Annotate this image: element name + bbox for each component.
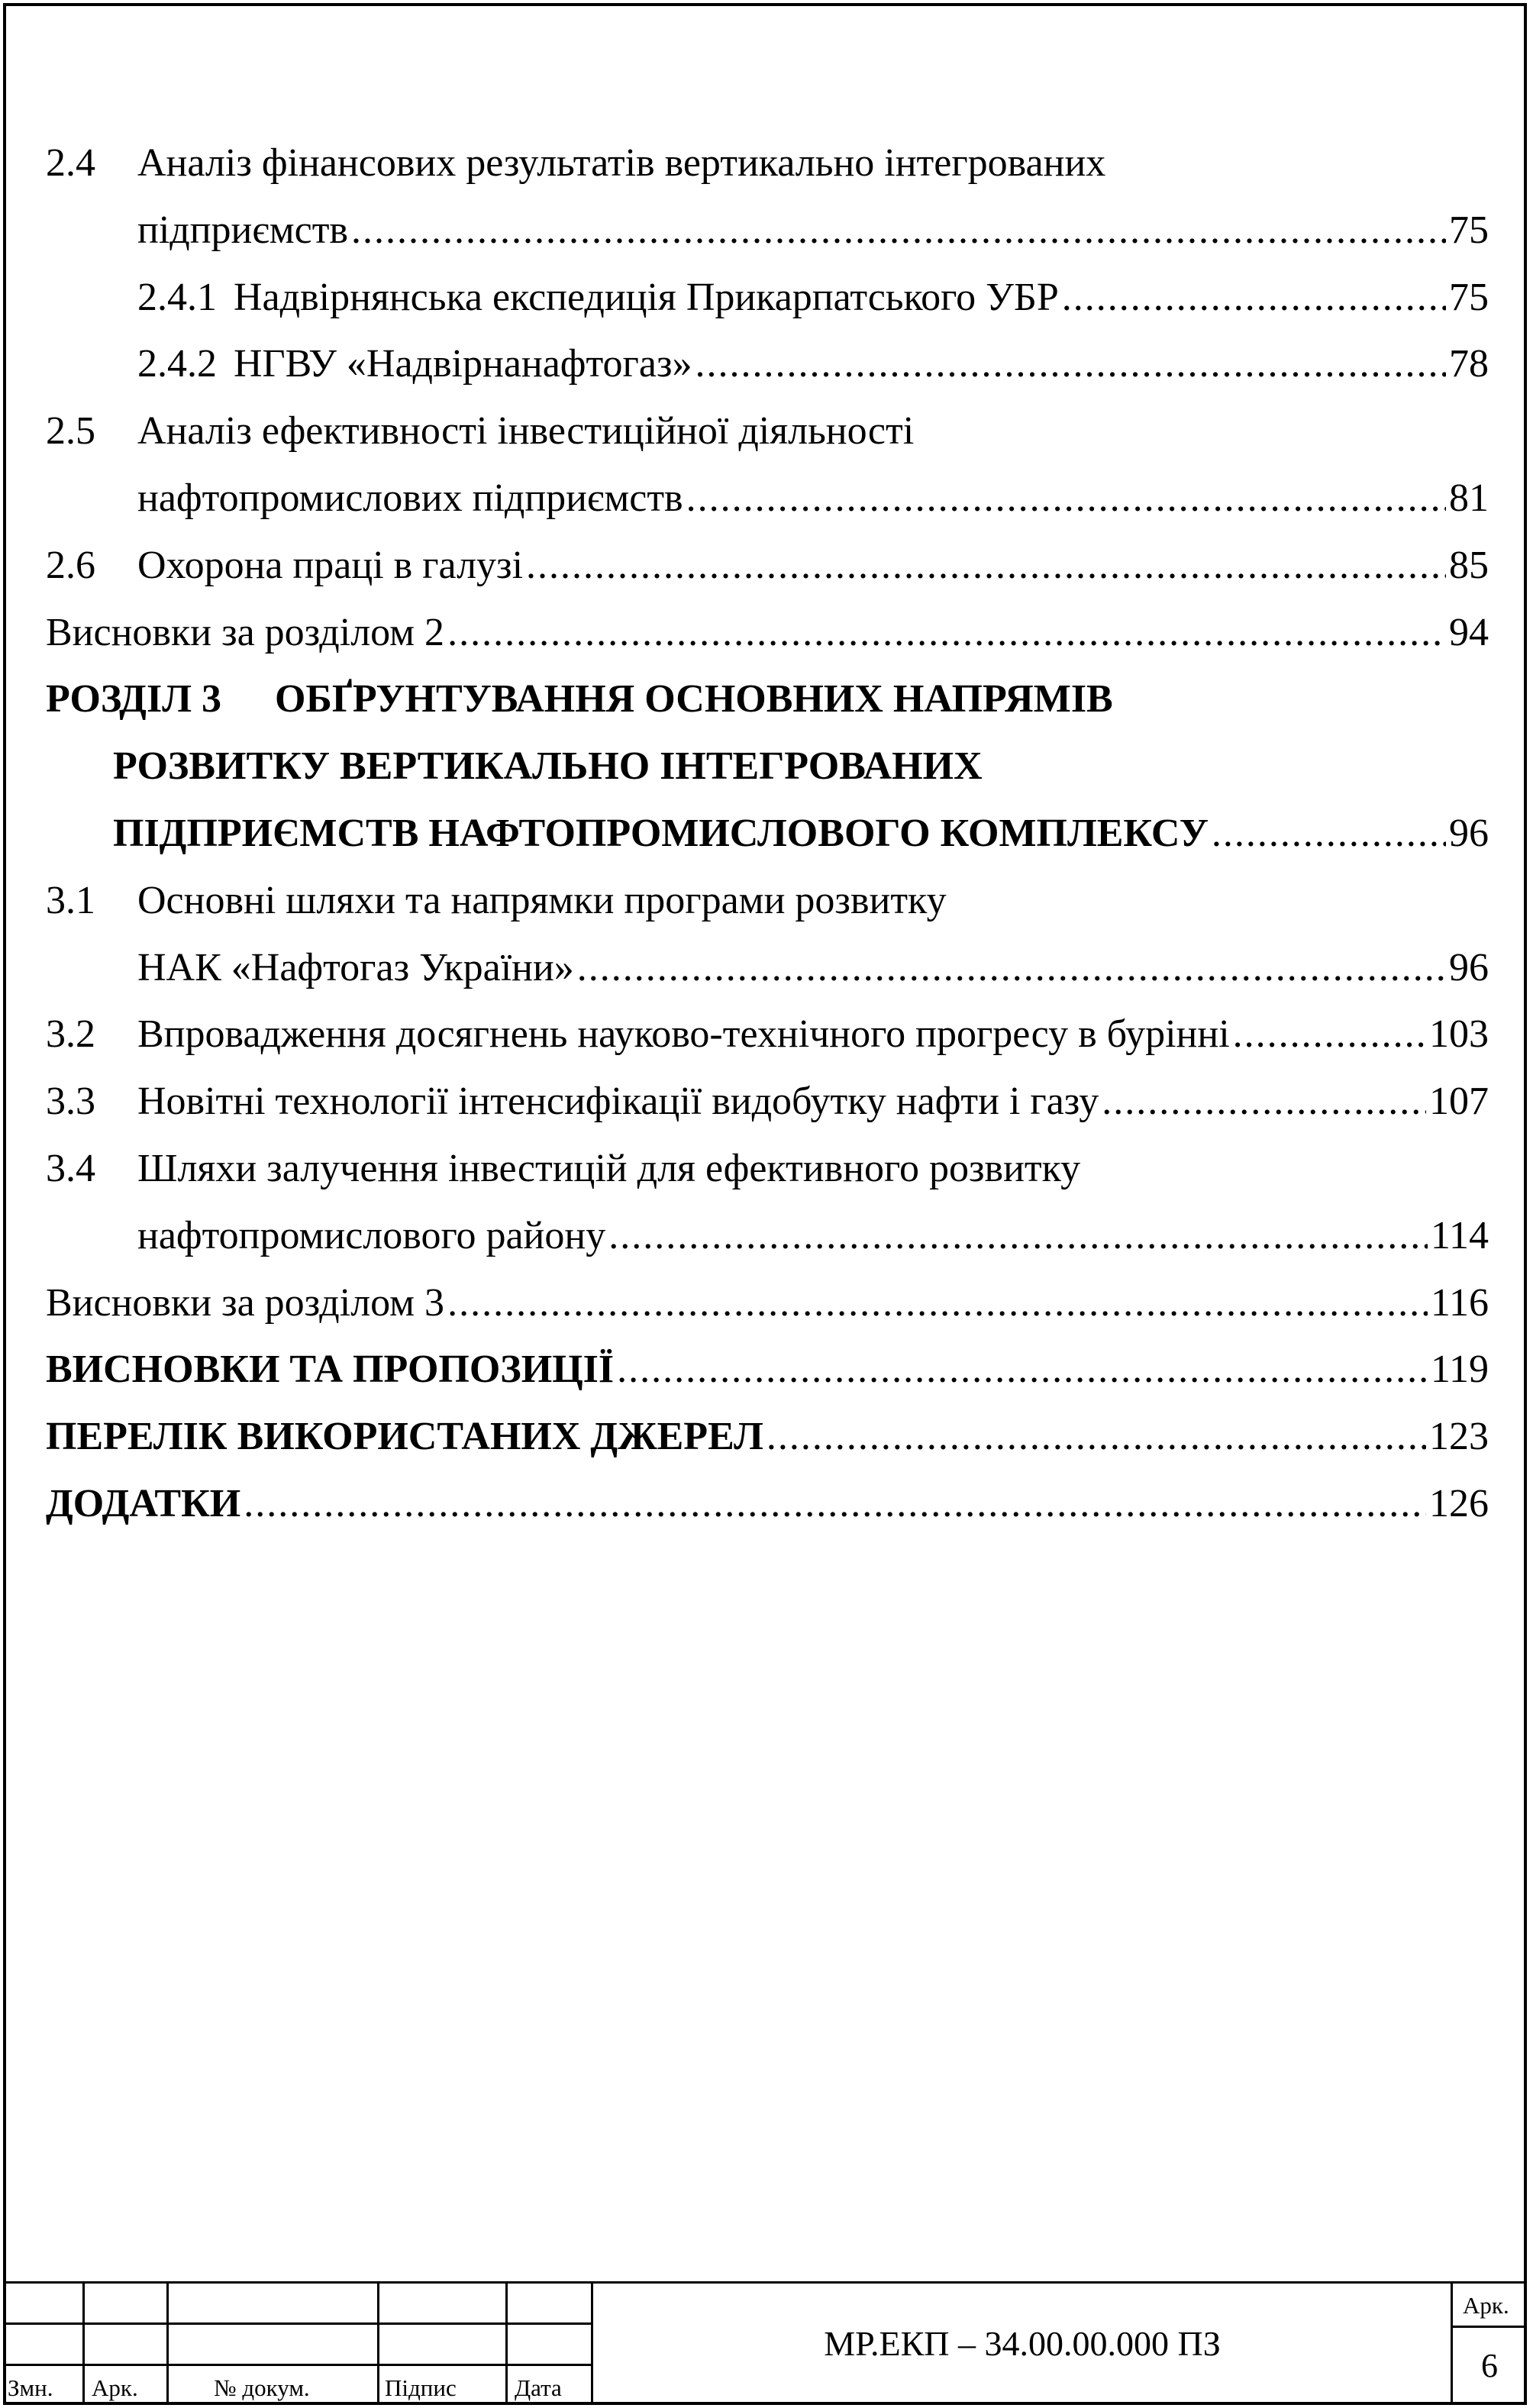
toc-page-number: 126 bbox=[1429, 1481, 1489, 1525]
toc-entry-2-5-cont bbox=[46, 465, 1489, 532]
toc-chapter-label: РОЗДІЛ 3 bbox=[46, 677, 221, 721]
toc-text: ВИСНОВКИ ТА ПРОПОЗИЦІЇ bbox=[46, 1348, 615, 1392]
title-block-col-line bbox=[505, 2281, 508, 2405]
toc-page-number: 119 bbox=[1430, 1348, 1489, 1392]
toc-page-number: 78 bbox=[1449, 342, 1489, 386]
toc-text: Висновки за розділом 2 bbox=[46, 610, 445, 654]
toc-entry-2-5 bbox=[46, 398, 1489, 465]
toc-leader bbox=[447, 599, 1446, 667]
toc-page-number: 96 bbox=[1449, 811, 1489, 855]
toc-text: Впровадження досягнень науково-технічного прогресу в бурінні bbox=[137, 1012, 1230, 1057]
toc-text: Охорона праці в галузі bbox=[137, 543, 524, 587]
toc-leader bbox=[351, 197, 1446, 264]
label-sheet: Арк. bbox=[1463, 2292, 1509, 2319]
toc-entry-3-1 bbox=[46, 867, 1489, 934]
toc-entry-3-4 bbox=[46, 1135, 1489, 1202]
title-block-col-line bbox=[166, 2281, 169, 2405]
toc-text: ПІДПРИЄМСТВ НАФТОПРОМИСЛОВОГО КОМПЛЕКСУ bbox=[113, 811, 1209, 855]
document-code: МР.ЕКП – 34.00.00.000 ПЗ bbox=[824, 2323, 1221, 2363]
toc-leader bbox=[608, 1202, 1428, 1270]
toc-entry-references bbox=[46, 1403, 1489, 1470]
toc-entry-chapter-3 bbox=[46, 666, 1489, 733]
toc-text: Шляхи залучення інвестицій для ефективного розвитку bbox=[137, 1146, 1081, 1190]
toc-leader bbox=[526, 532, 1446, 599]
toc-text: Основні шляхи та напрямки програми розвитку bbox=[137, 878, 947, 922]
label-document-number: № докум. bbox=[214, 2374, 310, 2401]
toc-leader bbox=[1062, 264, 1446, 331]
toc-page-number: 75 bbox=[1449, 275, 1489, 319]
toc-text: ПЕРЕЛІК ВИКОРИСТАНИХ ДЖЕРЕЛ bbox=[46, 1415, 763, 1459]
label-date: Дата bbox=[515, 2374, 562, 2401]
toc-number: 3.1 bbox=[46, 878, 95, 922]
toc-number: 2.6 bbox=[46, 543, 95, 587]
toc-text: ОБҐРУНТУВАННЯ ОСНОВНИХ НАПРЯМІВ bbox=[275, 677, 1113, 721]
toc-entry-3-3 bbox=[46, 1068, 1489, 1135]
toc-page-number: 114 bbox=[1430, 1213, 1489, 1257]
toc-leader bbox=[695, 331, 1447, 398]
toc-leader bbox=[686, 465, 1446, 532]
toc-text: Надвірнянська експедиція Прикарпатського УБР bbox=[234, 275, 1059, 319]
sheet-number: 6 bbox=[1481, 2346, 1498, 2384]
toc-entry-3-2 bbox=[46, 1001, 1489, 1068]
toc-page-number: 103 bbox=[1429, 1012, 1489, 1057]
toc-page-number: 107 bbox=[1429, 1080, 1489, 1124]
toc-number: 2.4 bbox=[46, 141, 95, 185]
toc-text: підприємств bbox=[137, 208, 348, 252]
toc-entry-chapter-3-cont-2 bbox=[46, 800, 1489, 867]
toc-number: 3.2 bbox=[46, 1012, 95, 1057]
toc-entry-3-1-cont bbox=[46, 934, 1489, 1002]
toc-text: НАК «Нафтогаз України» bbox=[137, 945, 574, 989]
toc-leader bbox=[447, 1270, 1428, 1337]
toc-entry-conclusions-3 bbox=[46, 1270, 1489, 1337]
toc-page-number: 81 bbox=[1449, 476, 1489, 520]
title-block bbox=[3, 2281, 1527, 2405]
toc-entry-2-4-cont bbox=[46, 197, 1489, 264]
toc-entry-general-conclusions bbox=[46, 1336, 1489, 1403]
toc-number: 2.4.2 bbox=[137, 342, 217, 386]
toc-page-number: 85 bbox=[1449, 543, 1489, 587]
toc-page-number: 75 bbox=[1449, 208, 1489, 252]
toc-text: Новітні технології інтенсифікації видобутку нафти і газу bbox=[137, 1080, 1099, 1124]
toc-text: Висновки за розділом 3 bbox=[46, 1280, 445, 1325]
toc-text: нафтопромислових підприємств bbox=[137, 476, 683, 520]
title-block-row-line-1 bbox=[3, 2322, 592, 2325]
table-of-contents bbox=[46, 130, 1489, 1538]
toc-entry-appendices bbox=[46, 1470, 1489, 1538]
toc-number: 3.4 bbox=[46, 1146, 95, 1190]
toc-leader bbox=[1233, 1001, 1426, 1068]
toc-text: РОЗВИТКУ ВЕРТИКАЛЬНО ІНТЕГРОВАНИХ bbox=[113, 744, 983, 789]
toc-text: ДОДАТКИ bbox=[46, 1481, 241, 1525]
toc-entry-2-4-1 bbox=[46, 264, 1489, 331]
toc-number: 3.3 bbox=[46, 1080, 95, 1124]
title-block-col-line bbox=[377, 2281, 379, 2405]
toc-page-number: 116 bbox=[1430, 1280, 1489, 1325]
toc-text: Аналіз ефективності інвестиційної діяльності bbox=[137, 409, 915, 454]
title-block-row-line-2 bbox=[3, 2364, 592, 2366]
toc-page-number: 123 bbox=[1429, 1415, 1489, 1459]
toc-entry-conclusions-2 bbox=[46, 599, 1489, 667]
toc-leader bbox=[1212, 800, 1446, 867]
toc-leader bbox=[766, 1403, 1426, 1470]
toc-page-number: 94 bbox=[1449, 610, 1489, 654]
label-ark: Арк. bbox=[92, 2374, 138, 2401]
toc-leader bbox=[244, 1470, 1426, 1538]
toc-entry-2-6 bbox=[46, 532, 1489, 599]
toc-entry-2-4 bbox=[46, 130, 1489, 197]
title-block-col-line bbox=[82, 2281, 85, 2405]
toc-number: 2.4.1 bbox=[137, 275, 217, 319]
toc-leader bbox=[617, 1336, 1428, 1403]
toc-entry-2-4-2 bbox=[46, 331, 1489, 398]
toc-text: Аналіз фінансових результатів вертикально інтегрованих bbox=[137, 141, 1106, 185]
toc-leader bbox=[577, 934, 1446, 1002]
toc-text: НГВУ «Надвірнанафтогаз» bbox=[234, 342, 692, 386]
toc-leader bbox=[1102, 1068, 1426, 1135]
toc-text: нафтопромислового району bbox=[137, 1213, 606, 1257]
toc-number: 2.5 bbox=[46, 409, 95, 454]
toc-entry-3-4-cont bbox=[46, 1202, 1489, 1270]
toc-entry-chapter-3-cont-1 bbox=[46, 733, 1489, 800]
label-zmn: Змн. bbox=[8, 2374, 53, 2401]
label-signature: Підпис bbox=[385, 2374, 457, 2401]
toc-page-number: 96 bbox=[1449, 945, 1489, 989]
